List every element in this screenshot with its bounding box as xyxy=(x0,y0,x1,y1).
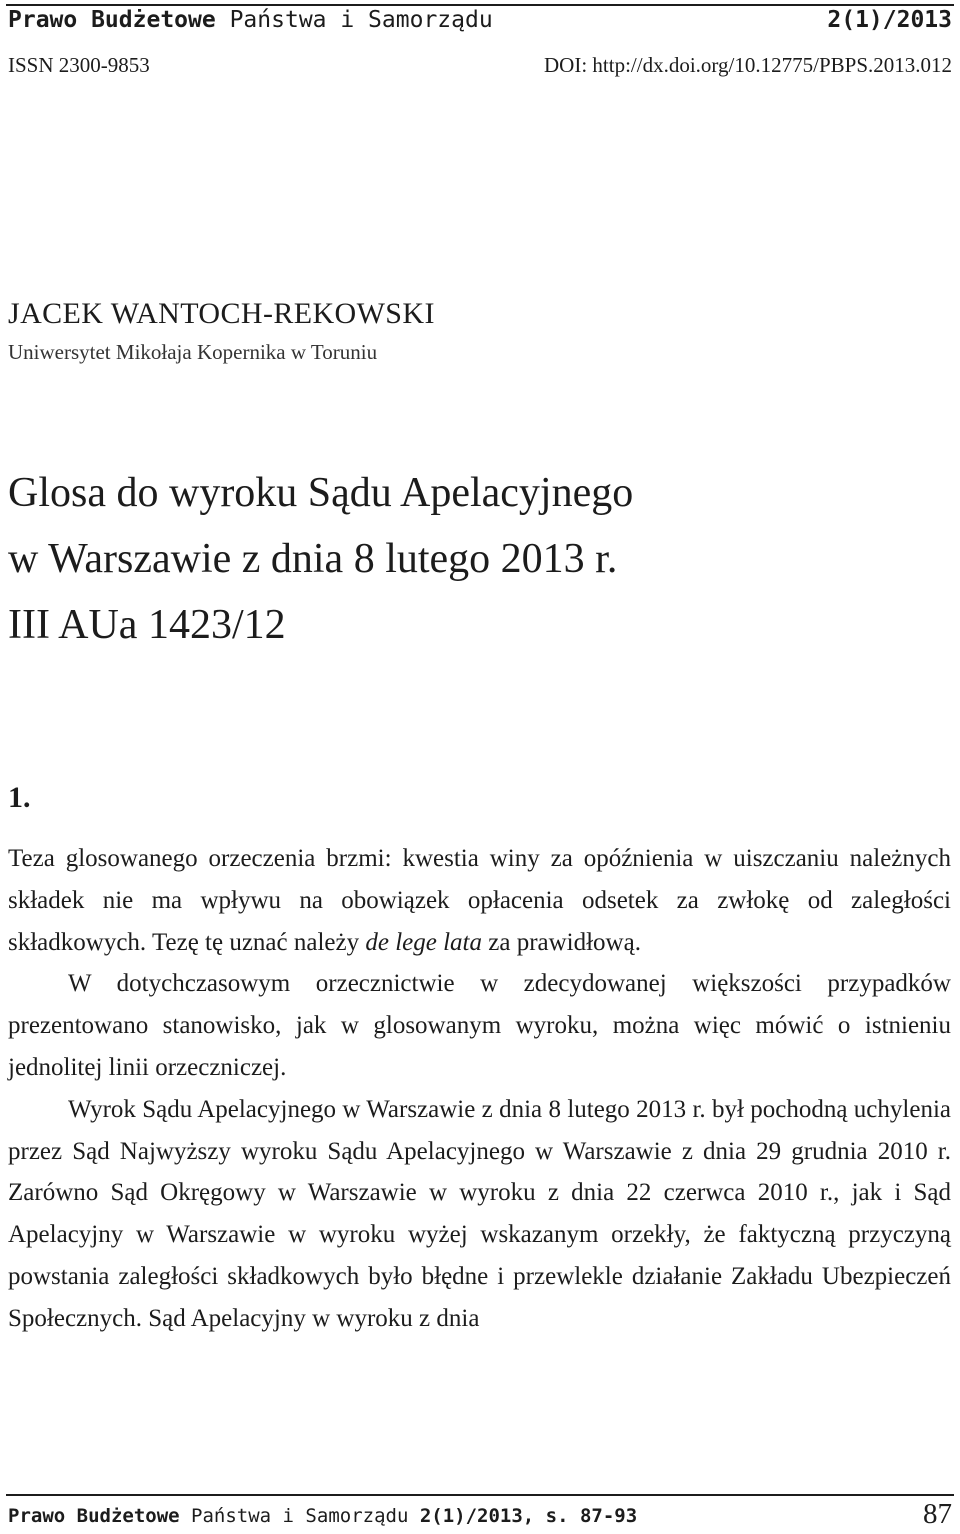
journal-name xyxy=(8,7,493,33)
issn: ISSN 2300-9853 xyxy=(8,53,150,77)
paragraph-text: za prawidłową. xyxy=(482,928,641,956)
author-name: JACEK WANTOCH-REKOWSKI xyxy=(8,297,435,330)
journal-name-bold: Prawo Budżetowe xyxy=(8,7,216,33)
footer-journal-bold: Prawo Budżetowe xyxy=(8,1505,180,1527)
article-title xyxy=(8,460,948,658)
footer-citation xyxy=(8,1505,637,1527)
paragraph: W dotychczasowym orzecznictwie w zdecydowanej większości przypadków prezentowano stanowisko, jak w glosowanym wyroku, można więc mówić o istnieniu jednolitej linii orzeczniczej. xyxy=(8,970,951,1081)
footer-rule xyxy=(6,1494,954,1496)
footer-journal-rest: Państwa i Samorządu xyxy=(191,1505,409,1527)
italic-phrase: de lege lata xyxy=(365,928,482,956)
paragraph xyxy=(8,838,951,963)
paragraph: Wyrok Sądu Apelacyjnego w Warszawie z dnia 8 lutego 2013 r. był pochodną uchylenia przez Sąd Najwyższy wyroku Sądu Apelacyjnego w Warszawie z dnia 29 grudnia 2010 r. Zarówno Sąd Okręgowy w Warszawie w wyroku z dnia 22 czerwca 2010 r., jak i Sąd Apelacyjny w Warszawie w wyroku wyżej wskazanym orzekły, że faktyczną przyczyną powstania zaległości składkowych było błędne i przewlekle działanie Zakładu Ubezpieczeń Społecznych. Sąd Apelacyjny w wyroku z dnia xyxy=(8,1095,951,1332)
header-rule xyxy=(6,4,954,6)
doi-link[interactable]: DOI: http://dx.doi.org/10.12775/PBPS.2013.012 xyxy=(544,53,952,77)
paragraph-text: Teza glosowanego orzeczenia brzmi: kwestia winy za opóźnienia w uiszczaniu należnych składek nie ma wpływu na obowiązek opłacenia odsetek za zwłokę od zaległości składkowych. Tezę tę uznać należy xyxy=(8,845,951,956)
page-number: 87 xyxy=(923,1498,952,1530)
journal-name-rest: Państwa i Samorządu xyxy=(229,7,493,33)
section-number: 1. xyxy=(8,781,31,814)
footer-issue-pages: 2(1)/2013, s. 87-93 xyxy=(419,1505,638,1527)
author-affiliation: Uniwersytet Mikołaja Kopernika w Toruniu xyxy=(8,340,378,364)
title-line: Glosa do wyroku Sądu Apelacyjnego xyxy=(8,470,634,516)
title-line: w Warszawie z dnia 8 lutego 2013 r. xyxy=(8,536,618,582)
issue-number: 2(1)/2013 xyxy=(827,7,952,33)
article-body xyxy=(8,838,951,1340)
title-line: III AUa 1423/12 xyxy=(8,602,286,648)
